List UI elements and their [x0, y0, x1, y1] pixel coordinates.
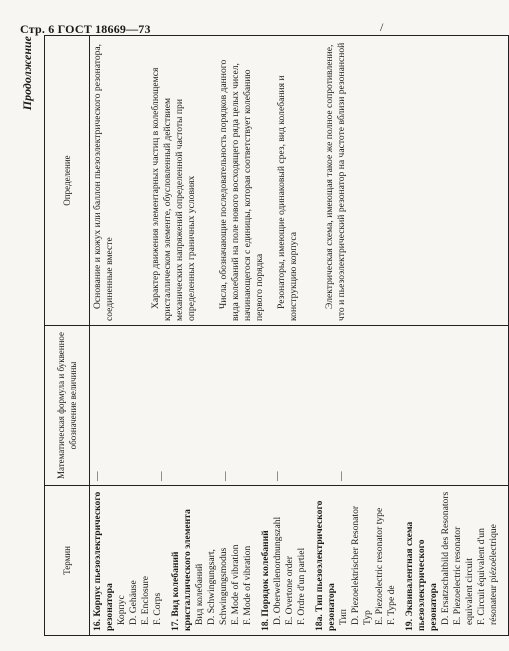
term-line: E. Enclosure: [140, 575, 151, 625]
term-line: E. Overtone order: [284, 556, 295, 625]
formula-dash: —: [272, 471, 283, 481]
term-entry-19: [404, 490, 500, 631]
term-line: F. Ordre d'un partiel: [296, 547, 307, 625]
corner-mark: /: [380, 20, 384, 34]
table-header-row: [45, 36, 90, 636]
term-entry-17: [170, 490, 254, 631]
term-entry-18a: [314, 490, 398, 631]
definition-text: Числа, обозначающие последовательность порядков данного вида колебаний на поле нового восходящего ряда целых чисел, начинающегося с единицы, которая соответствует колебанию первого порядка: [218, 59, 265, 321]
column-header-definition: Определение: [45, 36, 90, 326]
definition-text: Электрическая схема, имеющая такое же полное сопротивление, что и пьезоэлектрический резонатор на частоте вблизи резонансной: [324, 42, 347, 321]
terms-table: [44, 35, 509, 636]
definition-cell: [90, 36, 509, 326]
definition-text: Основание и кожух или баллон пьезоэлектрического резонатора, соединенные вместе: [92, 43, 115, 321]
term-title: 18а. Тип пьезоэлектрического резонатора: [314, 500, 337, 631]
definition-text: Характер движения элементарных частиц в колеблющемся кристаллическом элементе, обусловленный действием механических напряжений определенной частоты при определенных граничных условиях: [150, 67, 197, 321]
term-line: E. Piezoelectric resonator equivalent circuit: [452, 526, 475, 625]
formula-dash: —: [156, 471, 167, 481]
term-line: E. Piezoelectric resonator type: [374, 507, 385, 625]
term-title: 19. Эквивалентная схема пьезоэлектрического резонатора: [404, 521, 439, 631]
formula-dash: —: [336, 471, 347, 481]
continuation-caption: Продолжение: [20, 36, 34, 111]
term-line: E. Mode of vibration: [230, 544, 241, 625]
term-line: D. Schwingungsart, Schwingungsmodus: [206, 547, 229, 625]
term-line: D. Piezoelektrischer Resonator Typ: [350, 505, 373, 625]
definition-text: Резонаторы, имеющие одинаковый срез, вид колебания и конструкцию корпуса: [276, 75, 299, 321]
rotated-page-body: [20, 36, 499, 636]
term-line: D. Gehäuse: [128, 580, 139, 625]
term-line: F. Type de: [386, 585, 397, 625]
term-cell: [90, 486, 509, 636]
term-line: Вид колебаний: [194, 563, 205, 625]
term-line: Тип: [338, 609, 349, 625]
term-title: 18. Порядок колебаний: [260, 530, 271, 631]
term-line: F. Circuit équivalent d'un résonateur piézoélectrique: [476, 524, 499, 625]
term-line: D. Ersatzschaltbild des Resonators: [440, 491, 451, 625]
term-line: F. Mode of vibration: [242, 545, 253, 625]
formula-dash: —: [220, 471, 231, 481]
column-header-term: Термин: [45, 486, 90, 636]
formula-cell: [90, 326, 509, 486]
term-line: D. Oberwellenordnungszahl: [272, 516, 283, 625]
term-title: 17. Вид колебаний кристаллического элемента: [170, 509, 193, 631]
table-row: [90, 36, 509, 636]
column-header-formula: Математическая формула и буквенное обозначение величины: [45, 326, 90, 486]
term-title: 16. Корпус пьезоэлектрического резонатора: [92, 491, 115, 631]
term-entry-18: [260, 490, 308, 631]
page-header: Стр. 6 ГОСТ 18669—73: [20, 22, 151, 36]
term-line: F. Corps: [152, 592, 163, 625]
formula-dash: —: [92, 471, 103, 481]
term-line: Корпус: [116, 595, 127, 625]
term-entry-16: [92, 490, 164, 631]
